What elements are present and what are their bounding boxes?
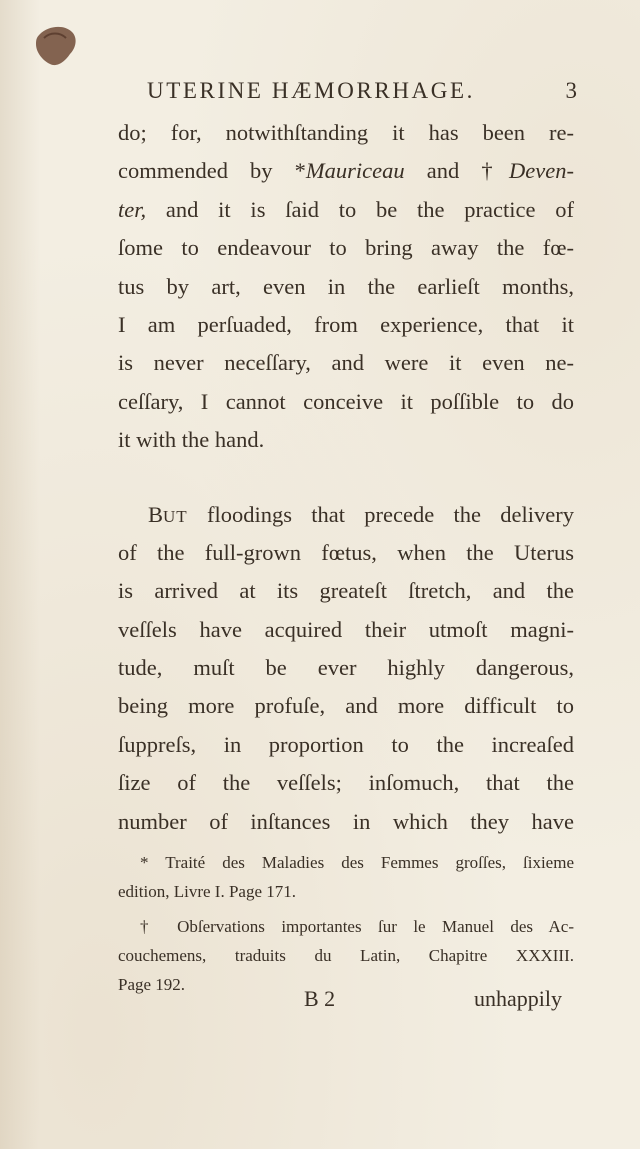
text-line xyxy=(118,152,574,190)
text-line: number of inſtances in which they have xyxy=(118,808,574,834)
footnote-mark-asterisk: * xyxy=(294,158,306,184)
footnote-line: * Traité des Maladies des Femmes groſſes, ſixieme xyxy=(140,853,574,872)
footnote-line: edition, Livre I. Page 171. xyxy=(118,882,296,901)
text-line xyxy=(118,496,574,534)
text-line: I am perſuaded, from experience, that it xyxy=(118,311,574,337)
text-fragment: and xyxy=(404,158,482,184)
text-line: veſſels have acquired their utmoſt magni- xyxy=(118,616,574,642)
text-line: do; for, notwithſtanding it has been re- xyxy=(118,120,574,145)
text-fragment: commended by xyxy=(118,158,273,184)
text-line: ſome to endeavour to bring away the fœ- xyxy=(118,235,574,261)
page-footer xyxy=(118,986,574,1022)
text-fragment: and it is ſaid to be the practice of xyxy=(146,196,574,222)
text-fragment: floodings that precede the delivery xyxy=(187,501,574,527)
text-line: is arrived at its greateſt ſtretch, and the xyxy=(118,578,574,604)
footnotes xyxy=(118,848,574,999)
footnote-line: Page 192. xyxy=(118,975,186,994)
catchword: unhappily xyxy=(474,986,562,1011)
running-title: UTERINE HÆMORRHAGE. xyxy=(147,78,475,103)
text-line: tus by art, even in the earlieſt months, xyxy=(118,273,574,299)
signature-mark: B 2 xyxy=(304,986,336,1011)
text-line: being more profuſe, and more difficult to xyxy=(118,693,574,719)
text-line: is never neceſſary, and were it even ne- xyxy=(118,350,574,376)
text-line: of the full-grown fœtus, when the Uterus xyxy=(118,539,574,565)
text-line: ceſſary, I cannot conceive it poſſible to do xyxy=(118,388,574,414)
author-name-deventer: Deven- xyxy=(509,158,574,184)
author-name-deventer-end: ter, xyxy=(118,196,147,222)
footnote-mark-dagger: † xyxy=(481,158,510,184)
running-head xyxy=(147,78,577,112)
text-line xyxy=(118,191,574,229)
small-caps-rest: UT xyxy=(163,506,188,526)
main-text xyxy=(118,114,574,841)
page-number: 3 xyxy=(565,78,577,103)
small-caps-initial: B xyxy=(148,501,164,527)
footnote-line: † Obſervations importantes ſur le Manuel des Ac- xyxy=(140,917,574,936)
text-line: tude, muſt be ever highly dangerous, xyxy=(118,655,574,681)
footnote-line: couchemens, traduits du Latin, Chapitre XXXIII. xyxy=(118,946,574,965)
text-line: ſuppreſs, in proportion to the increaſed xyxy=(118,731,574,757)
text-line: it with the hand. xyxy=(118,427,265,453)
ink-stain-mark xyxy=(30,22,82,72)
text-line: ſize of the veſſels; inſomuch, that the xyxy=(118,770,574,796)
author-name-mauriceau: Mauriceau xyxy=(305,158,405,184)
